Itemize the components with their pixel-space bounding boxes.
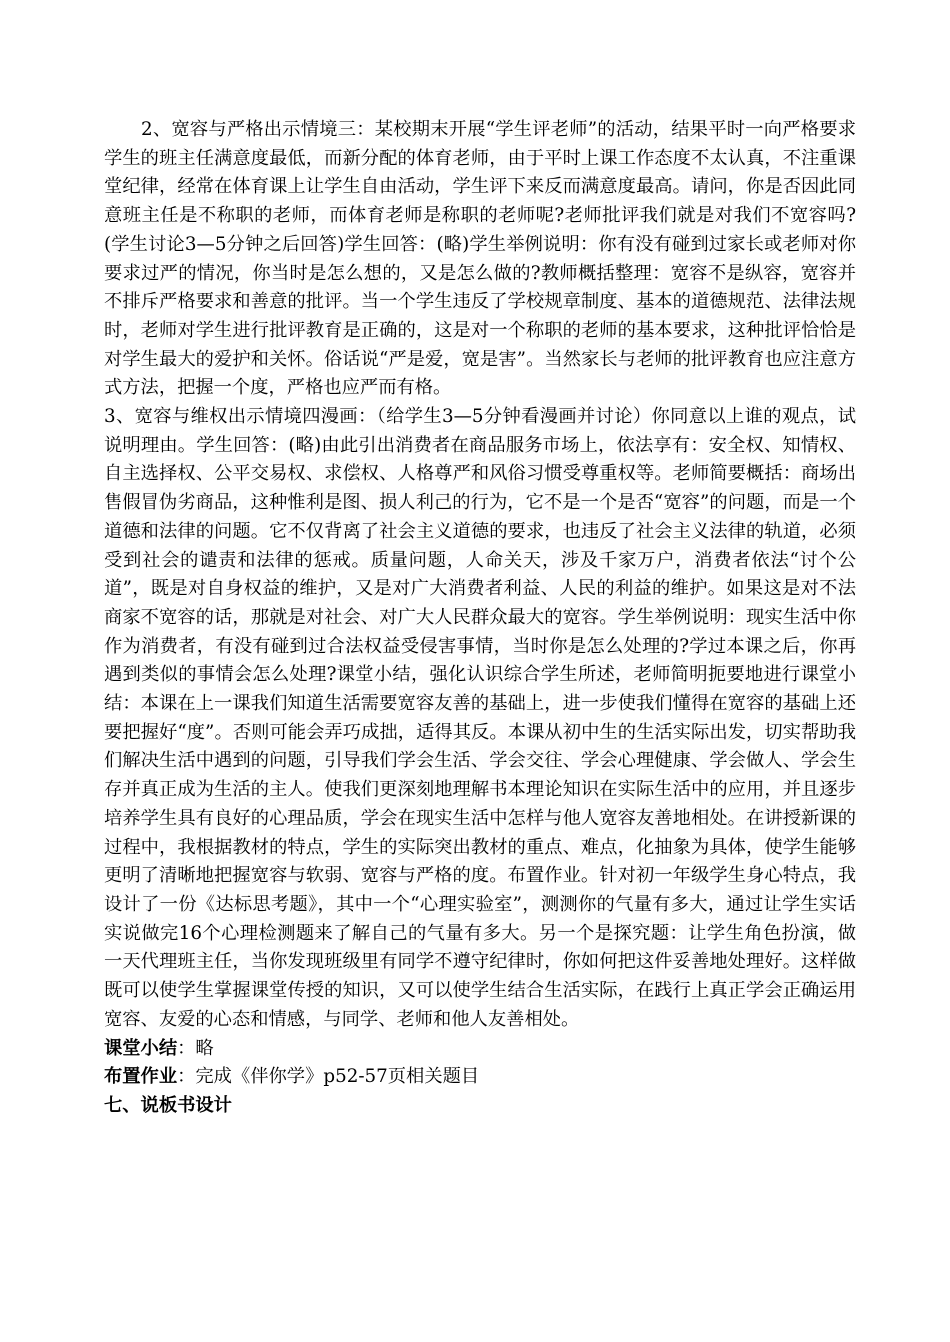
summary-line (104, 1035, 856, 1064)
homework-line (104, 1063, 856, 1092)
homework-colon: ： (177, 1066, 196, 1088)
homework-value: 完成《伴你学》p52-57页相关题目 (195, 1066, 480, 1088)
paragraph-strictness: 2、宽容与严格出示情境三：某校期末开展“学生评老师”的活动，结果平时一向严格要求学生的班主任满意度最低，而新分配的体育老师，由于平时上课工作态度不太认真，不注重课堂纪律，经常在体育课上让学生自由活动，学生评下来反而满意度最高。请问，你是否因此同意班主任是不称职的老师，而体育老师是称职的老师呢?老师批评我们就是对我们不宽容吗?(学生讨论3—5分钟之后回答)学生回答：(略)学生举例说明：你有没有碰到过家长或老师对你要求过严的情况，你当时是怎么想的，又是怎么做的?教师概括整理：宽容不是纵容，宽容并不排斥严格要求和善意的批评。当一个学生违反了学校规章制度、基本的道德规范、法律法规时，老师对学生进行批评教育是正确的，这是对一个称职的老师的基本要求，这种批评恰恰是对学生最大的爱护和关怀。俗话说“严是爱，宽是害”。当然家长与老师的批评教育也应注意方式方法，把握一个度，严格也应严而有格。 (104, 119, 856, 399)
document-page (104, 116, 856, 1121)
section-heading: 七、说板书设计 (104, 1094, 232, 1116)
homework-label: 布置作业 (104, 1066, 178, 1088)
paragraph-rights: 3、宽容与维权出示情境四漫画：（给学生3—5分钟看漫画并讨论）你同意以上谁的观点，试说明理由。学生回答：(略)由此引出消费者在商品服务市场上，依法享有：安全权、知情权、自主选择权、公平交易权、求偿权、人格尊严和风俗习惯受尊重权等。老师简要概括：商场出售假冒伪劣商品，这种惟利是图、损人利己的行为，它不是一个是否“宽容”的问题，而是一个道德和法律的问题。它不仅背离了社会主义道德的要求，也违反了社会主义法律的轨道，必须受到社会的谴责和法律的惩戒。质量问题，人命关天，涉及千家万户，消费者依法“讨个公道”，既是对自身权益的维护，又是对广大消费者利益、人民的利益的维护。如果这是对不法商家不宽容的话，那就是对社会、对广大人民群众最大的宽容。学生举例说明：现实生活中你作为消费者，有没有碰到过合法权益受侵害事情，当时你是怎么处理的?学过本课之后，你再遇到类似的事情会怎么处理?课堂小结，强化认识综合学生所述，老师简明扼要地进行课堂小结：本课在上一课我们知道生活需要宽容友善的基础上，进一步使我们懂得在宽容的基础上还要把握好“度”。否则可能会弄巧成拙，适得其反。本课从初中生的生活实际出发，切实帮助我们解决生活中遇到的问题，引导我们学会生活、学会交往、学会心理健康、学会做人、学会生存并真正成为生活的主人。使我们更深刻地理解书本理论知识在实际生活中的应用，并且逐步培养学生具有良好的心理品质，学会在现实生活中怎样与他人宽容友善地相处。在讲授新课的过程中，我根据教材的特点，学生的实际突出教材的重点、难点，化抽象为具体，使学生能够更明了清晰地把握宽容与软弱、宽容与严格的度。布置作业。针对初一年级学生身心特点，我设计了一份《达标思考题》，其中一个“心理实验室”，测测你的气量有多大，通过让学生实话实说做完16个心理检测题来了解自己的气量有多大。另一个是探究题：让学生角色扮演，做一天代理班主任，当你发现班级里有同学不遵守纪律时，你如何把这件妥善地处理好。这样做既可以使学生掌握课堂传授的知识，又可以使学生结合生活实际，在践行上真正学会正确运用宽容、友爱的心态和情感，与同学、老师和他人友善相处。 (104, 406, 856, 1030)
summary-label: 课堂小结 (104, 1037, 178, 1059)
summary-colon: ： (177, 1037, 196, 1059)
summary-value: 略 (195, 1037, 214, 1059)
